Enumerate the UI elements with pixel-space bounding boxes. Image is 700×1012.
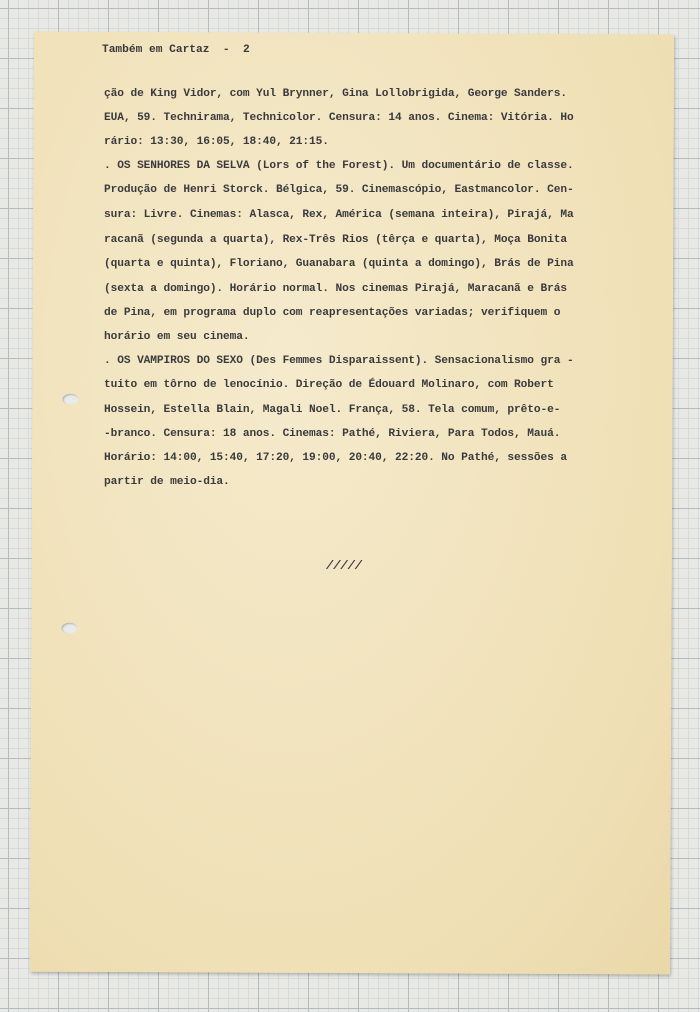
text-line: EUA, 59. Technirama, Technicolor. Censura: 14 anos. Cinema: Vitória. Ho xyxy=(104,112,574,124)
text-line: -branco. Censura: 18 anos. Cinemas: Pathé, Riviera, Para Todos, Mauá. xyxy=(104,428,561,440)
text-line: Produção de Henri Storck. Bélgica, 59. Cinemascópio, Eastmancolor. Cen- xyxy=(104,184,574,196)
punch-hole xyxy=(61,623,77,634)
text-line: de Pina, em programa duplo com reapresentações variadas; verifiquem o xyxy=(104,307,561,319)
text-line: . OS VAMPIROS DO SEXO (Des Femmes Disparaissent). Sensacionalismo gra - xyxy=(104,355,574,367)
text-line: sura: Livre. Cinemas: Alasca, Rex, América (semana inteira), Pirajá, Ma xyxy=(104,209,574,221)
text-line: racanã (segunda a quarta), Rex-Três Rios (têrça e quarta), Moça Bonita xyxy=(104,234,567,246)
text-line: tuito em tôrno de lenocínio. Direção de Édouard Molinaro, com Robert xyxy=(104,379,554,391)
text-line: rário: 13:30, 16:05, 18:40, 21:15. xyxy=(104,136,329,148)
text-line: horário em seu cinema. xyxy=(104,331,250,343)
paper-sheet xyxy=(30,32,674,975)
end-mark: ///// xyxy=(326,559,363,573)
text-line: Hossein, Estella Blain, Magali Noel. França, 58. Tela comum, prêto-e- xyxy=(104,404,561,416)
text-line: Horário: 14:00, 15:40, 17:20, 19:00, 20:40, 22:20. No Pathé, sessões a xyxy=(104,452,567,464)
text-line: ção de King Vidor, com Yul Brynner, Gina Lollobrigida, George Sanders. xyxy=(104,88,567,100)
text-line: (quarta e quinta), Floriano, Guanabara (quinta a domingo), Brás de Pina xyxy=(104,258,574,270)
page-header: Também em Cartaz - 2 xyxy=(102,44,250,56)
text-line: (sexta a domingo). Horário normal. Nos cinemas Pirajá, Maracanã e Brás xyxy=(104,283,567,295)
text-line: . OS SENHORES DA SELVA (Lors of the Forest). Um documentário de classe. xyxy=(104,160,574,172)
text-line: partir de meio-dia. xyxy=(104,476,230,488)
punch-hole xyxy=(62,394,78,405)
